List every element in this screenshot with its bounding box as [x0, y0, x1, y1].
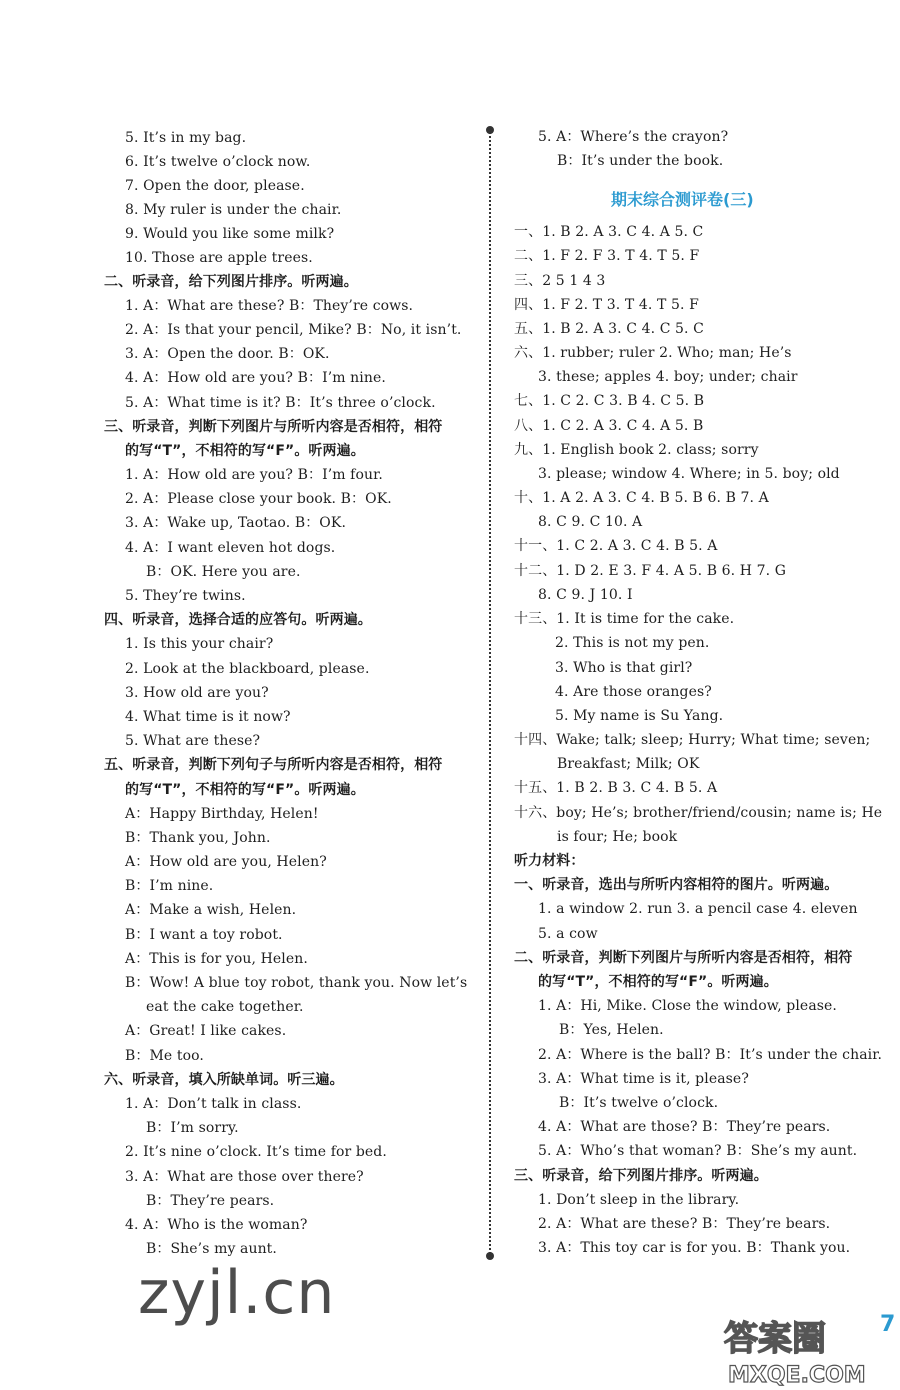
- text-line: 十四、Wake; talk; sleep; Hurry; What time; seven;: [514, 732, 871, 748]
- text-line: A：Great! I like cakes.: [125, 1023, 287, 1039]
- text-line: 3. A：Wake up, Taotao. B：OK.: [125, 515, 346, 531]
- text-line: 8. C 9. C 10. A: [538, 514, 643, 530]
- text-line: 十六、boy; He’s; brother/friend/cousin; name is; He: [514, 805, 883, 821]
- text-line: B：Yes, Helen.: [559, 1022, 664, 1038]
- text-line: 6. It’s twelve o’clock now.: [125, 154, 311, 170]
- text-line: 十三、1. It is time for the cake.: [514, 611, 735, 627]
- logo-chars: 答案圈: [724, 1319, 826, 1359]
- text-line: B：Me too.: [125, 1048, 204, 1064]
- text-line: 三、2 5 1 4 3: [514, 273, 606, 289]
- text-line: 2. It’s nine o’clock. It’s time for bed.: [125, 1144, 387, 1160]
- text-line: is four; He; book: [557, 829, 678, 845]
- text-line: 5. A：Who’s that woman? B：She’s my aunt.: [538, 1143, 858, 1159]
- text-line: 3. please; window 4. Where; in 5. boy; old: [538, 466, 840, 482]
- watermark-logo: [720, 1310, 880, 1390]
- text-line: 十一、1. C 2. A 3. C 4. B 5. A: [514, 538, 718, 554]
- text-line: B：Thank you, John.: [125, 830, 271, 846]
- text-line: 3. A：This toy car is for you. B：Thank you.: [538, 1240, 851, 1256]
- text-line: 5. A：Where’s the crayon?: [538, 129, 729, 145]
- logo-url: MXQE.COM: [728, 1363, 866, 1388]
- text-line: 2. This is not my pen.: [555, 635, 710, 651]
- text-line: 一、1. B 2. A 3. C 4. A 5. C: [514, 224, 704, 240]
- section-heading: 二、听录音，判断下列图片与所听内容是否相符，相符: [514, 950, 853, 966]
- text-line: 八、1. C 2. A 3. C 4. A 5. B: [514, 418, 704, 434]
- section-heading: 三、听录音，给下列图片排序。听两遍。: [514, 1168, 768, 1184]
- text-line: 十、1. A 2. A 3. C 4. B 5. B 6. B 7. A: [514, 490, 769, 506]
- column-divider: [489, 128, 491, 1258]
- section-heading: 四、听录音，选择合适的应答句。听两遍。: [104, 612, 372, 628]
- text-line: 二、1. F 2. F 3. T 4. T 5. F: [514, 248, 700, 264]
- text-line: 1. A：What are these? B：They’re cows.: [125, 298, 414, 314]
- text-line: 3. Who is that girl?: [555, 660, 693, 676]
- section-heading: 的写“T”，不相符的写“F”。听两遍。: [538, 974, 778, 990]
- section-heading: 三、听录音，判断下列图片与所听内容是否相符，相符: [104, 419, 443, 435]
- text-line: 4. A：What are those? B：They’re pears.: [538, 1119, 831, 1135]
- section-heading: 的写“T”，不相符的写“F”。听两遍。: [125, 443, 365, 459]
- text-line: B：It’s under the book.: [557, 153, 724, 169]
- text-line: 2. A：What are these? B：They’re bears.: [538, 1216, 831, 1232]
- text-line: 5. a cow: [538, 926, 598, 942]
- text-line: 3. How old are you?: [125, 685, 269, 701]
- text-line: B：I’m sorry.: [146, 1120, 239, 1136]
- section-heading: 六、听录音，填入所缺单词。听三遍。: [104, 1072, 344, 1088]
- text-line: 九、1. English book 2. class; sorry: [514, 442, 759, 458]
- section-heading: 的写“T”，不相符的写“F”。听两遍。: [125, 782, 365, 798]
- text-line: 4. What time is it now?: [125, 709, 291, 725]
- text-line: 3. A：What time is it, please?: [538, 1071, 749, 1087]
- text-line: 5. It’s in my bag.: [125, 130, 247, 146]
- text-line: 8. C 9. J 10. I: [538, 587, 633, 603]
- watermark-text: zyjl.cn: [138, 1258, 336, 1328]
- text-line: A：How old are you, Helen?: [125, 854, 327, 870]
- text-line: 1. Is this your chair?: [125, 636, 274, 652]
- text-line: B：I want a toy robot.: [125, 927, 283, 943]
- text-line: 7. Open the door, please.: [125, 178, 305, 194]
- text-line: 1. A：How old are you? B：I’m four.: [125, 467, 383, 483]
- text-line: 六、1. rubber; ruler 2. Who; man; He’s: [514, 345, 792, 361]
- text-line: B：OK. Here you are.: [146, 564, 301, 580]
- text-line: 5. They’re twins.: [125, 588, 246, 604]
- section-heading: 五、听录音，判断下列句子与所听内容是否相符，相符: [104, 757, 443, 773]
- text-line: 9. Would you like some milk?: [125, 226, 335, 242]
- text-line: 10. Those are apple trees.: [125, 250, 313, 266]
- text-line: 8. My ruler is under the chair.: [125, 202, 342, 218]
- text-line: 1. a window 2. run 3. a pencil case 4. eleven: [538, 901, 858, 917]
- text-line: A：This is for you, Helen.: [125, 951, 308, 967]
- text-line: 1. A：Hi, Mike. Close the window, please.: [538, 998, 837, 1014]
- text-line: 3. A：Open the door. B：OK.: [125, 346, 330, 362]
- text-line: 4. A：How old are you? B：I’m nine.: [125, 370, 386, 386]
- text-line: 十二、1. D 2. E 3. F 4. A 5. B 6. H 7. G: [514, 563, 787, 579]
- text-line: 3. A：What are those over there?: [125, 1169, 364, 1185]
- text-line: 5. A：What time is it? B：It’s three o’clock.: [125, 395, 436, 411]
- text-line: Breakfast; Milk; OK: [557, 756, 700, 772]
- page-number: 7: [880, 1312, 896, 1337]
- section-title: 期末综合测评卷(三): [611, 190, 754, 209]
- text-line: 1. A：Don’t talk in class.: [125, 1096, 302, 1112]
- text-line: 2. A：Where is the ball? B：It’s under the chair.: [538, 1047, 883, 1063]
- section-heading: 一、听录音，选出与所听内容相符的图片。听两遍。: [514, 877, 839, 893]
- text-line: 2. A：Please close your book. B：OK.: [125, 491, 392, 507]
- text-line: 四、1. F 2. T 3. T 4. T 5. F: [514, 297, 699, 313]
- text-line: 4. A：Who is the woman?: [125, 1217, 308, 1233]
- text-line: 七、1. C 2. C 3. B 4. C 5. B: [514, 393, 705, 409]
- text-line: B：They’re pears.: [146, 1193, 275, 1209]
- text-line: 1. Don’t sleep in the library.: [538, 1192, 740, 1208]
- text-line: A：Happy Birthday, Helen!: [125, 806, 319, 822]
- text-line: B：She’s my aunt.: [146, 1241, 277, 1257]
- text-line: 2. Look at the blackboard, please.: [125, 661, 370, 677]
- text-line: 3. these; apples 4. boy; under; chair: [538, 369, 798, 385]
- text-line: 4. Are those oranges?: [555, 684, 712, 700]
- text-line: eat the cake together.: [146, 999, 304, 1015]
- text-line: B：Wow! A blue toy robot, thank you. Now let’s: [125, 975, 468, 991]
- text-line: 4. A：I want eleven hot dogs.: [125, 540, 336, 556]
- text-line: 5. What are these?: [125, 733, 261, 749]
- text-line: 2. A：Is that your pencil, Mike? B：No, it isn’t.: [125, 322, 462, 338]
- section-heading: 听力材料：: [514, 853, 585, 869]
- text-line: 十五、1. B 2. B 3. C 4. B 5. A: [514, 780, 718, 796]
- text-line: 5. My name is Su Yang.: [555, 708, 724, 724]
- text-line: B：It’s twelve o’clock.: [559, 1095, 719, 1111]
- text-line: A：Make a wish, Helen.: [125, 902, 297, 918]
- text-line: 五、1. B 2. A 3. C 4. C 5. C: [514, 321, 704, 337]
- text-line: B：I’m nine.: [125, 878, 214, 894]
- divider-bottom-dot: [486, 1252, 494, 1260]
- section-heading: 二、听录音，给下列图片排序。听两遍。: [104, 274, 358, 290]
